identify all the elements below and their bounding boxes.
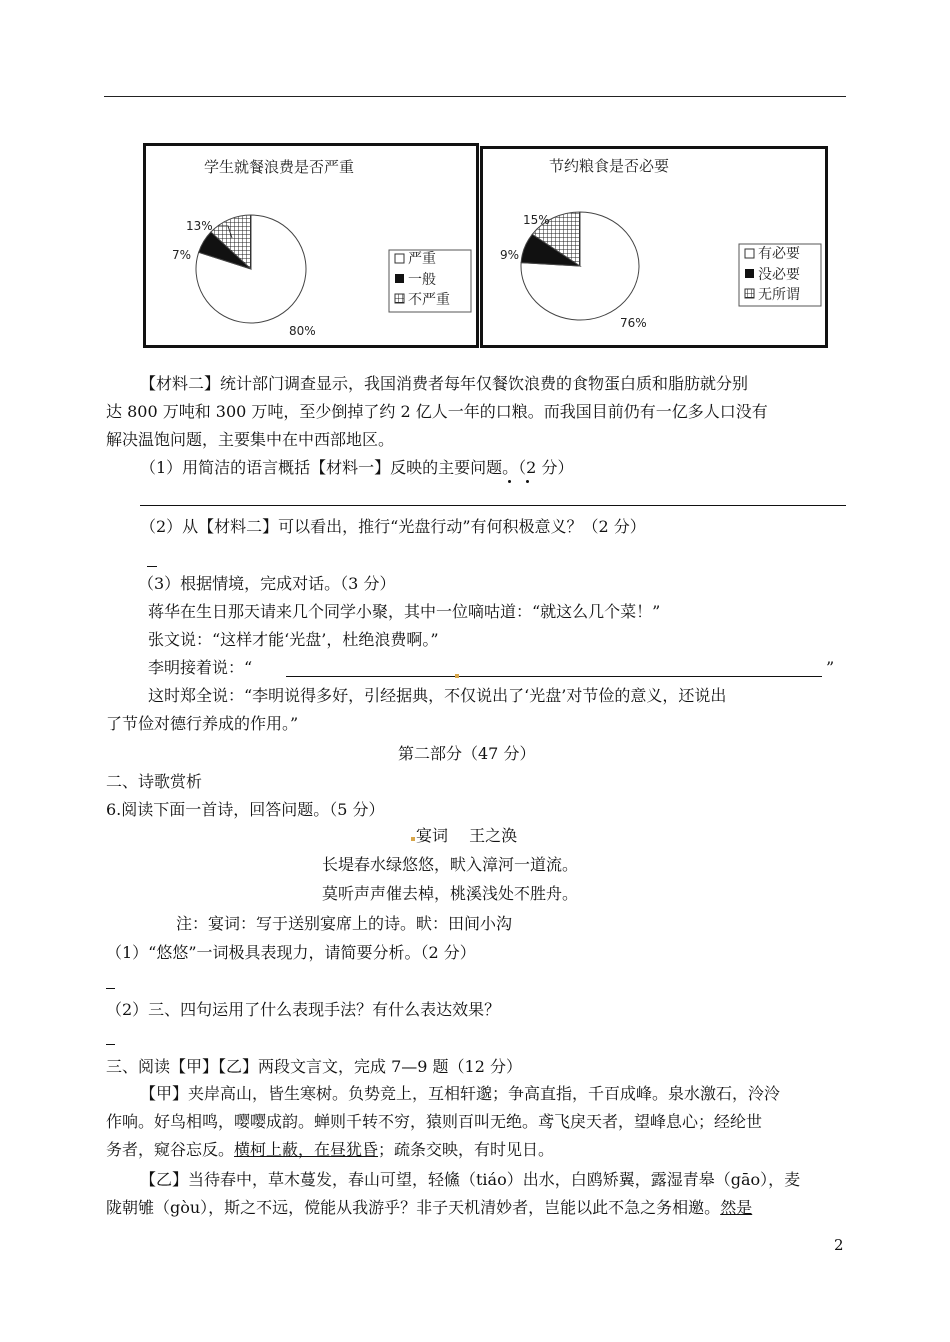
passage-jia-text: 务者，窥谷忘反。 [106, 1140, 235, 1159]
legend [739, 244, 821, 306]
legend-label-average: 一般 [408, 272, 436, 288]
page-number: 2 [834, 1236, 844, 1254]
material-two-line-3: 解决温饱问题，主要集中在中西部地区。 [106, 430, 395, 449]
poem-question-2: （2）三、四句运用了什么表现手法？有什么表达效果？ [106, 1000, 501, 1019]
data-label-not-severe: 13% [186, 219, 213, 233]
question-2: （2）从【材料二】可以看出，推行“光盘行动”有何积极意义？（2 分） [140, 517, 646, 536]
passage-jia-line-3 [106, 1140, 554, 1160]
data-label-severe: 80% [289, 324, 316, 338]
dialogue-line-3-end: ” [826, 658, 835, 677]
poem-question-1: （1）“悠悠”一词极具表现力，请简要分析。（2 分） [106, 943, 476, 962]
dialogue-answer-line[interactable] [286, 676, 822, 677]
underlined-phrase: 然是 [720, 1198, 753, 1217]
legend-swatch-black [745, 269, 754, 278]
marker-dot [411, 837, 415, 841]
poem-note: 注：宴词：写于送别宴席上的诗。畎：田间小沟 [176, 914, 513, 933]
chart-saving-necessity [480, 146, 828, 348]
answer-line-poem-2[interactable] [106, 1044, 115, 1045]
legend-swatch-grid [395, 294, 404, 303]
emphasis-dot [526, 480, 529, 483]
poem-title: 宴词 王之涣 [416, 826, 518, 845]
chart-waste-severity [143, 143, 479, 348]
answer-line-1[interactable] [140, 505, 846, 506]
poem-line-2: 莫听声声催去棹，桃溪浅处不胜舟。 [322, 884, 579, 903]
material-two-line-2: 达 800 万吨和 300 万吨，至少倒掉了约 2 亿人一年的口粮。而我国目前仍有一亿多人口没有 [106, 402, 768, 421]
question-6: 6.阅读下面一首诗，回答问题。（5 分） [106, 800, 385, 819]
legend-label-indifferent: 无所谓 [758, 287, 800, 303]
data-label-unnecessary: 9% [500, 248, 520, 262]
dialogue-line-1: 蒋华在生日那天请来几个同学小聚，其中一位嘀咕道：“就这么几个菜！” [148, 602, 661, 621]
answer-line-poem-1[interactable] [106, 988, 115, 989]
question-3: （3）根据情境，完成对话。（3 分） [138, 574, 396, 593]
chart-title: 学生就餐浪费是否严重 [204, 158, 355, 176]
passage-yi-line-2 [106, 1198, 752, 1218]
data-label-necessary: 76% [620, 316, 647, 330]
passage-yi-line-1: 【乙】当待春中，草木蔓发，春山可望，轻鯈（tiáo）出水，白鸥矫翼，露湿青皋（gāo），麦 [140, 1170, 801, 1189]
section-two-heading: 二、诗歌赏析 [106, 772, 203, 791]
legend-swatch-black [395, 274, 404, 283]
dialogue-line-4: 这时郑全说：“李明说得多好，引经据典，不仅说出了‘光盘’对节俭的意义，还说出 [148, 686, 727, 705]
passage-jia-line-1: 【甲】夹岸高山，皆生寒树。负势竞上，互相轩邈；争高直指，千百成峰。泉水激石，泠泠 [140, 1084, 781, 1103]
part-two-heading: 第二部分（47 分） [398, 744, 536, 763]
data-label-indifferent: 15% [523, 213, 550, 227]
legend-label-unnecessary: 没必要 [758, 267, 800, 283]
legend-label-not-severe: 不严重 [408, 292, 450, 308]
legend-swatch-grid [745, 289, 754, 298]
header-rule [104, 96, 846, 97]
passage-jia-text: ；疏条交映，有时见日。 [378, 1140, 555, 1159]
passage-yi-text: 陇朝雊（gòu），斯之不远，傥能从我游乎？非子天机清妙者，岂能以此不急之务相邀。 [106, 1198, 721, 1217]
dialogue-line-5: 了节俭对德行养成的作用。” [106, 714, 299, 733]
chart-waste-severity-svg [146, 146, 476, 345]
legend-swatch-white [745, 249, 754, 258]
chart-saving-necessity-svg [483, 149, 825, 345]
emphasis-dot [508, 480, 511, 483]
answer-line-2[interactable] [147, 566, 157, 567]
underlined-sentence: 横柯上蔽，在昼犹昏 [234, 1140, 379, 1159]
dialogue-line-3-start: 李明接着说：“ [148, 658, 253, 677]
question-1: （1）用简洁的语言概括【材料一】反映的主要问题。（2 分） [140, 458, 574, 477]
marker-dot [455, 674, 459, 678]
legend [389, 250, 471, 312]
poem-line-1: 长堤春水绿悠悠，畎入漳河一道流。 [322, 855, 579, 874]
legend-label-severe: 严重 [408, 251, 436, 267]
material-two-line-1: 【材料二】统计部门调查显示，我国消费者每年仅餐饮浪费的食物蛋白质和脂肪就分别 [140, 374, 749, 393]
chart-title: 节约粮食是否必要 [549, 157, 670, 175]
data-label-average: 7% [172, 248, 192, 262]
section-three-heading: 三、阅读【甲】【乙】两段文言文，完成 7—9 题（12 分） [106, 1057, 522, 1076]
dialogue-line-2: 张文说：“这样才能‘光盘’，杜绝浪费啊。” [148, 630, 439, 649]
legend-label-necessary: 有必要 [758, 246, 800, 262]
legend-swatch-white [395, 254, 404, 263]
passage-jia-line-2: 作响。好鸟相鸣，嘤嘤成韵。蝉则千转不穷，猿则百叫无绝。鸢飞戾天者，望峰息心；经纶世 [106, 1112, 763, 1131]
